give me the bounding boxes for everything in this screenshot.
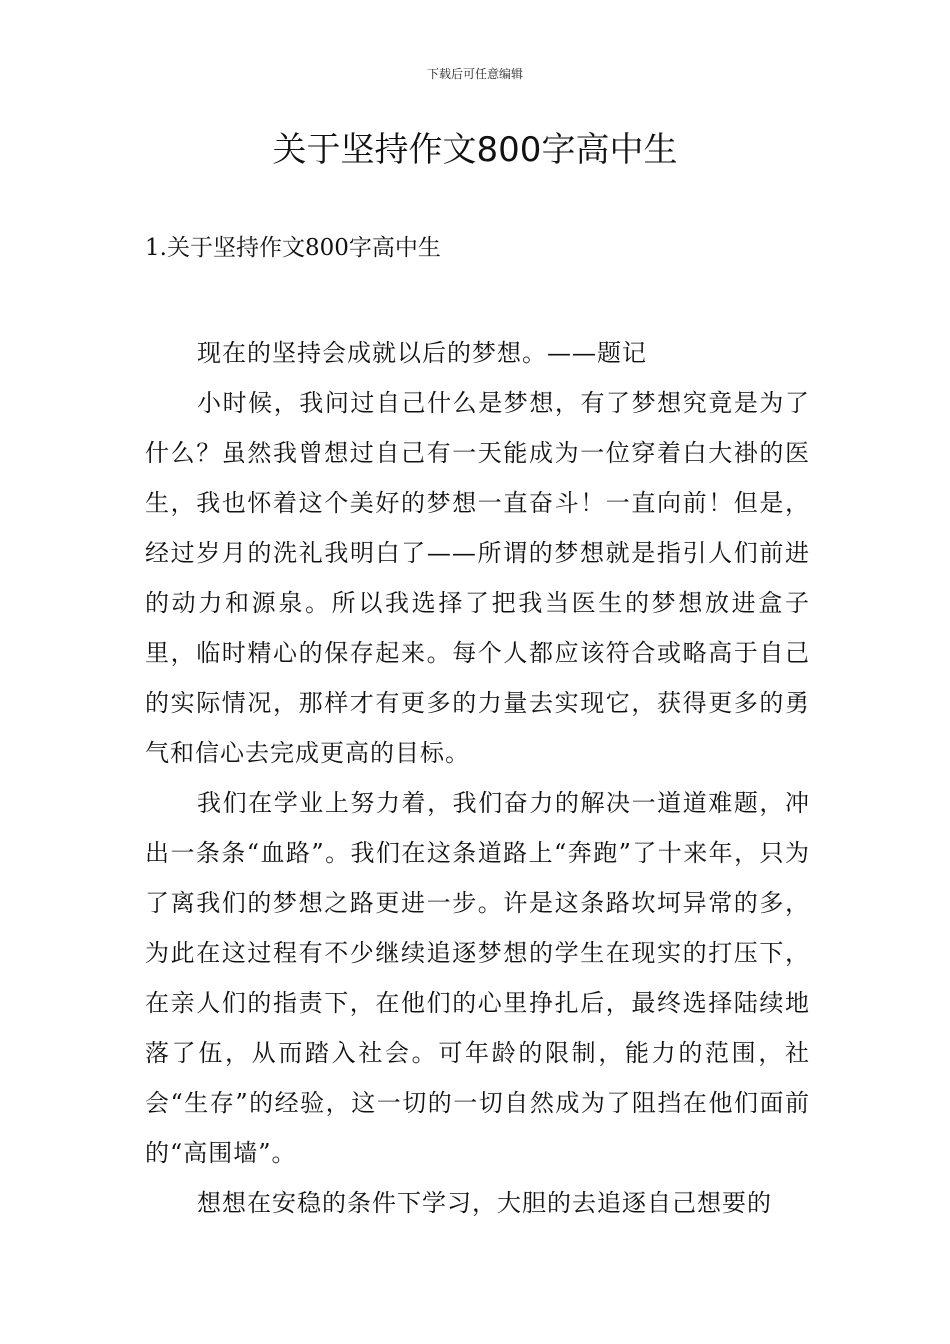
- document-title: 关于坚持作文800字高中生: [272, 130, 678, 170]
- document-body: [145, 328, 810, 1228]
- body-paragraph-2: 我们在学业上努力着，我们奋力的解决一道道难题，冲出一条条“血路”。我们在这条道路上“奔跑”了十来年，只为了离我们的梦想之路更进一步。许是这条路坎坷异常的多，为此在这过程有不少继续追逐梦想的学生在现实的打压下，在亲人们的指责下，在他们的心里挣扎后，最终选择陆续地落了伍，从而踏入社会。可年龄的限制，能力的范围，社会“生存”的经验，这一切的一切自然成为了阻挡在他们面前的“高围墙”。: [145, 789, 810, 1167]
- body-paragraph-3: 想想在安稳的条件下学习，大胆的去追逐自己想要的: [197, 1189, 772, 1217]
- body-paragraph-1: 小时候，我问过自己什么是梦想，有了梦想究竟是为了什么？虽然我曾想过自己有一天能成为一位穿着白大褂的医生，我也怀着这个美好的梦想一直奋斗！一直向前！但是，经过岁月的洗礼我明白了——所谓的梦想就是指引人们前进的动力和源泉。所以我选择了把我当医生的梦想放进盒子里，临时精心的保存起来。每个人都应该符合或略高于自己的实际情况，那样才有更多的力量去实现它，获得更多的勇气和信心去完成更高的目标。: [145, 389, 810, 767]
- epigraph-paragraph: 现在的坚持会成就以后的梦想。——题记: [197, 339, 647, 367]
- section-heading: 1.关于坚持作文800字高中生: [145, 235, 441, 261]
- header-note: 下载后可任意编辑: [426, 67, 523, 81]
